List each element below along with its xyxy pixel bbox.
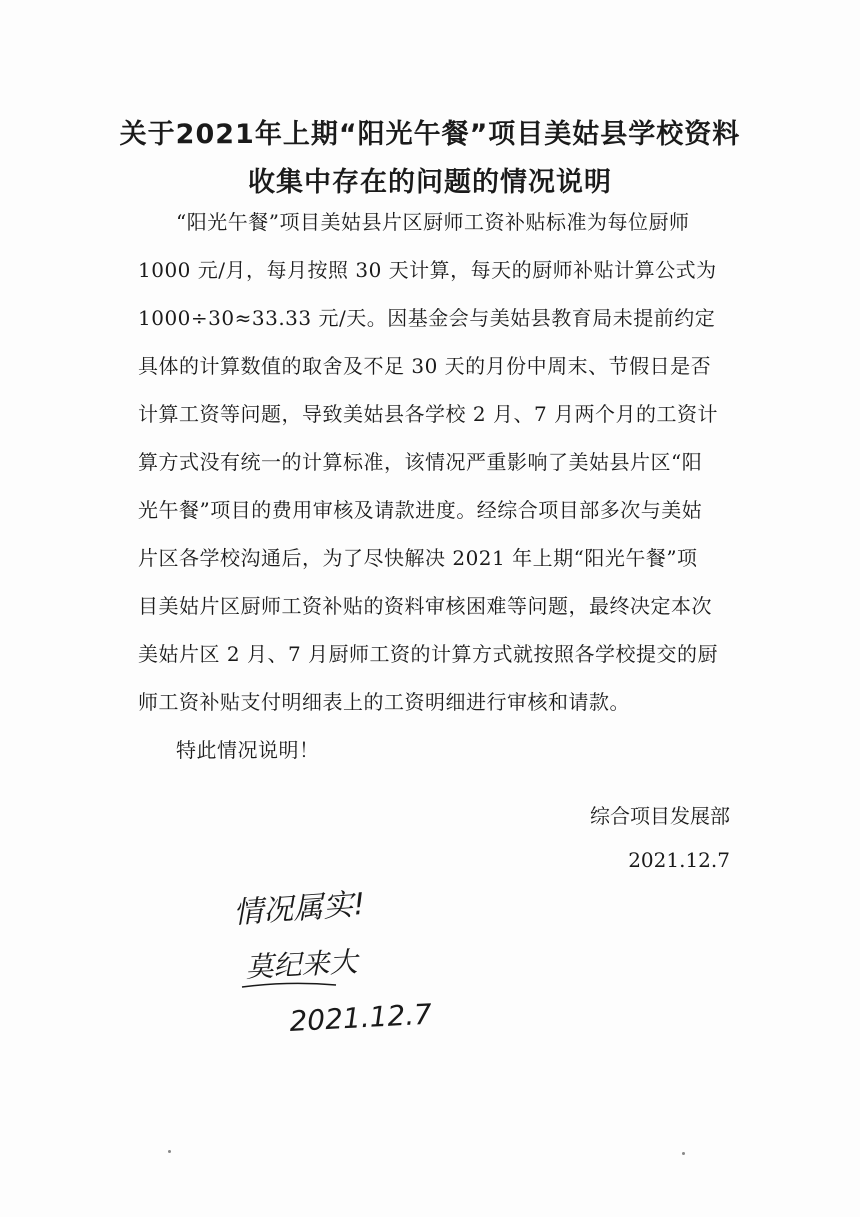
handwritten-annotation <box>228 885 448 1045</box>
document-title-line-1: 关于2021年上期“阳光午餐”项目美姑县学校资料 <box>119 119 741 150</box>
body-line-7: 光午餐”项目的费用审核及请款进度。经综合项目部多次与美姑 <box>138 498 703 522</box>
body-line-1: “阳光午餐”项目美姑县片区厨师工资补贴标准为每位厨师 <box>176 210 690 234</box>
handwritten-signature: 莫纪来大 <box>244 945 359 984</box>
body-line-10: 美姑片区 2 月、7 月厨师工资的计算方式就按照各学校提交的厨 <box>138 642 719 666</box>
handwritten-date: 2021.12.7 <box>288 997 433 1038</box>
closing-statement: 特此情况说明！ <box>176 738 320 762</box>
body-line-8: 片区各学校沟通后，为了尽快解决 2021 年上期“阳光午餐”项 <box>138 546 698 570</box>
scan-speck <box>682 1152 685 1155</box>
body-line-4: 具体的计算数值的取舍及不足 30 天的月份中周末、节假日是否 <box>138 354 712 378</box>
document-title-line-2: 收集中存在的问题的情况说明 <box>248 167 612 198</box>
body-line-9: 目美姑片区厨师工资补贴的资料审核困难等问题，最终决定本次 <box>138 594 712 618</box>
body-line-2: 1000 元/月，每月按照 30 天计算，每天的厨师补贴计算公式为 <box>138 258 717 282</box>
body-line-3: 1000÷30≈33.33 元/天。因基金会与美姑县教育局未提前约定 <box>138 306 716 330</box>
body-line-11: 师工资补贴支付明细表上的工资明细进行审核和请款。 <box>138 690 630 714</box>
handwritten-note: 情况属实! <box>232 886 367 931</box>
signature-underline-stroke <box>242 983 336 987</box>
body-line-6: 算方式没有统一的计算标准，该情况严重影响了美姑县片区“阳 <box>138 450 703 474</box>
body-line-5: 计算工资等问题，导致美姑县各学校 2 月、7 月两个月的工资计 <box>138 402 719 426</box>
signoff-date: 2021.12.7 <box>628 848 730 872</box>
signoff-department: 综合项目发展部 <box>590 804 730 828</box>
scan-speck <box>168 1150 171 1153</box>
handwriting-drawing <box>228 885 448 1045</box>
